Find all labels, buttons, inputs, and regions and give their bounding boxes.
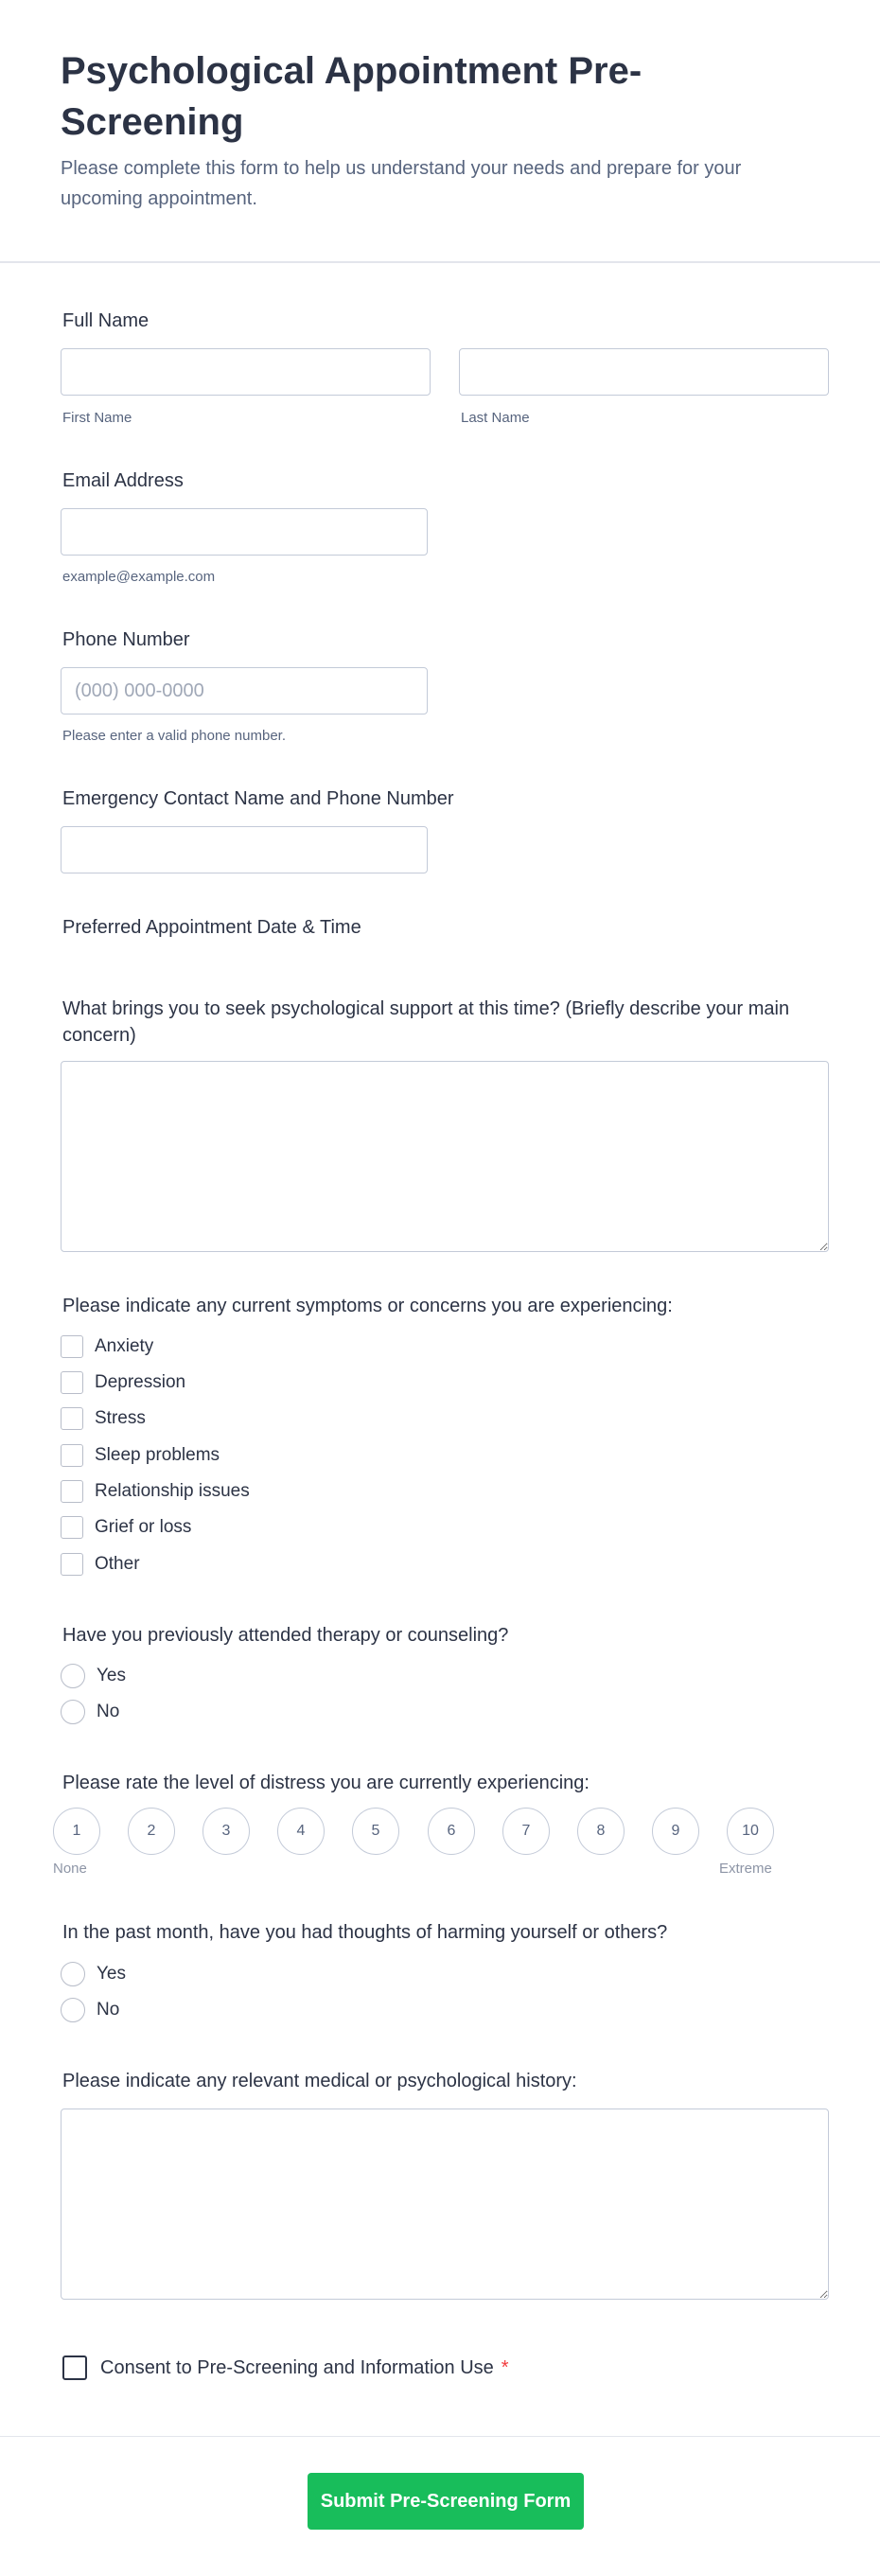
distress-scale-5[interactable]: 5 bbox=[352, 1808, 399, 1855]
last-name-input[interactable] bbox=[459, 348, 829, 396]
phone-input[interactable] bbox=[61, 667, 428, 715]
harm-option-label: No bbox=[97, 2000, 120, 2020]
symptom-option-label: Sleep problems bbox=[95, 1445, 220, 1465]
first-name-sublabel: First Name bbox=[62, 410, 132, 426]
symptom-option-depression[interactable] bbox=[61, 1369, 185, 1396]
distress-min-label: None bbox=[53, 1861, 87, 1877]
symptom-option-label: Stress bbox=[95, 1408, 146, 1428]
distress-scale-1[interactable]: 1 bbox=[53, 1808, 100, 1855]
distress-scale-7[interactable]: 7 bbox=[502, 1808, 550, 1855]
symptom-option-label: Depression bbox=[95, 1372, 186, 1392]
distress-scale-6[interactable]: 6 bbox=[428, 1808, 475, 1855]
therapy-option-no[interactable] bbox=[61, 1699, 119, 1725]
form-subtitle: Please complete this form to help us understand your needs and prepare for your upcoming appointment. bbox=[61, 158, 742, 209]
last-name-sublabel: Last Name bbox=[461, 410, 530, 426]
required-mark: * bbox=[501, 2356, 509, 2378]
checkbox[interactable] bbox=[61, 1480, 83, 1503]
symptom-option-label: Anxiety bbox=[95, 1336, 154, 1356]
therapy-option-label: No bbox=[97, 1702, 120, 1721]
distress-scale-10[interactable]: 10 bbox=[727, 1808, 774, 1855]
consent-label: Consent to Pre-Screening and Information Use bbox=[100, 2356, 494, 2378]
appointment-label: Preferred Appointment Date & Time bbox=[62, 917, 361, 938]
checkbox[interactable] bbox=[61, 1553, 83, 1576]
radio-button[interactable] bbox=[61, 1700, 85, 1724]
therapy-option-label: Yes bbox=[97, 1666, 126, 1685]
therapy-label: Have you previously attended therapy or counseling? bbox=[62, 1625, 509, 1646]
harm-option-yes[interactable] bbox=[61, 1961, 126, 1987]
symptom-option-other[interactable] bbox=[61, 1551, 140, 1578]
harm-option-label: Yes bbox=[97, 1964, 126, 1984]
distress-scale-8[interactable]: 8 bbox=[577, 1808, 625, 1855]
checkbox[interactable] bbox=[61, 1371, 83, 1394]
history-textarea[interactable] bbox=[61, 2108, 829, 2300]
distress-max-label: Extreme bbox=[719, 1861, 772, 1877]
radio-button[interactable] bbox=[61, 1998, 85, 2022]
phone-sublabel: Please enter a valid phone number. bbox=[62, 728, 286, 744]
phone-label: Phone Number bbox=[62, 629, 190, 650]
symptoms-label: Please indicate any current symptoms or concerns you are experiencing: bbox=[62, 1296, 673, 1316]
form-footer bbox=[0, 2436, 880, 2576]
concern-label: What brings you to seek psychological support at this time? (Briefly describe your main concern) bbox=[62, 998, 790, 1046]
checkbox[interactable] bbox=[61, 1444, 83, 1467]
submit-button[interactable]: Submit Pre-Screening Form bbox=[308, 2473, 584, 2530]
distress-scale-2[interactable]: 2 bbox=[128, 1808, 175, 1855]
distress-scale-3[interactable]: 3 bbox=[202, 1808, 250, 1855]
symptom-option-anxiety[interactable] bbox=[61, 1333, 153, 1360]
email-label: Email Address bbox=[62, 470, 184, 491]
form-header bbox=[0, 0, 880, 263]
first-name-input[interactable] bbox=[61, 348, 431, 396]
distress-scale-9[interactable]: 9 bbox=[652, 1808, 699, 1855]
radio-button[interactable] bbox=[61, 1962, 85, 1986]
checkbox[interactable] bbox=[61, 1516, 83, 1539]
symptom-option-stress[interactable] bbox=[61, 1405, 146, 1432]
email-sublabel: example@example.com bbox=[62, 569, 216, 585]
symptom-option-relationship[interactable] bbox=[61, 1478, 250, 1505]
checkbox[interactable] bbox=[61, 1407, 83, 1430]
harm-option-no[interactable] bbox=[61, 1997, 119, 2023]
symptom-option-label: Other bbox=[95, 1554, 140, 1574]
symptom-option-label: Grief or loss bbox=[95, 1517, 192, 1537]
symptom-option-sleep[interactable] bbox=[61, 1442, 220, 1469]
history-label: Please indicate any relevant medical or psychological history: bbox=[62, 2071, 577, 2091]
symptom-option-grief[interactable] bbox=[61, 1514, 191, 1541]
consent-checkbox[interactable] bbox=[62, 2355, 87, 2380]
emergency-contact-label: Emergency Contact Name and Phone Number bbox=[62, 788, 454, 809]
consent-option[interactable] bbox=[62, 2355, 509, 2381]
therapy-option-yes[interactable] bbox=[61, 1663, 126, 1689]
emergency-contact-input[interactable] bbox=[61, 826, 428, 873]
checkbox[interactable] bbox=[61, 1335, 83, 1358]
full-name-label: Full Name bbox=[62, 310, 150, 331]
harm-label: In the past month, have you had thoughts of harming yourself or others? bbox=[62, 1922, 668, 1943]
radio-button[interactable] bbox=[61, 1664, 85, 1688]
concern-textarea[interactable] bbox=[61, 1061, 829, 1252]
distress-scale-4[interactable]: 4 bbox=[277, 1808, 325, 1855]
distress-label: Please rate the level of distress you are currently experiencing: bbox=[62, 1773, 590, 1793]
symptom-option-label: Relationship issues bbox=[95, 1481, 250, 1501]
email-input[interactable] bbox=[61, 508, 428, 556]
form-title: Psychological Appointment Pre-Screening bbox=[61, 50, 642, 143]
